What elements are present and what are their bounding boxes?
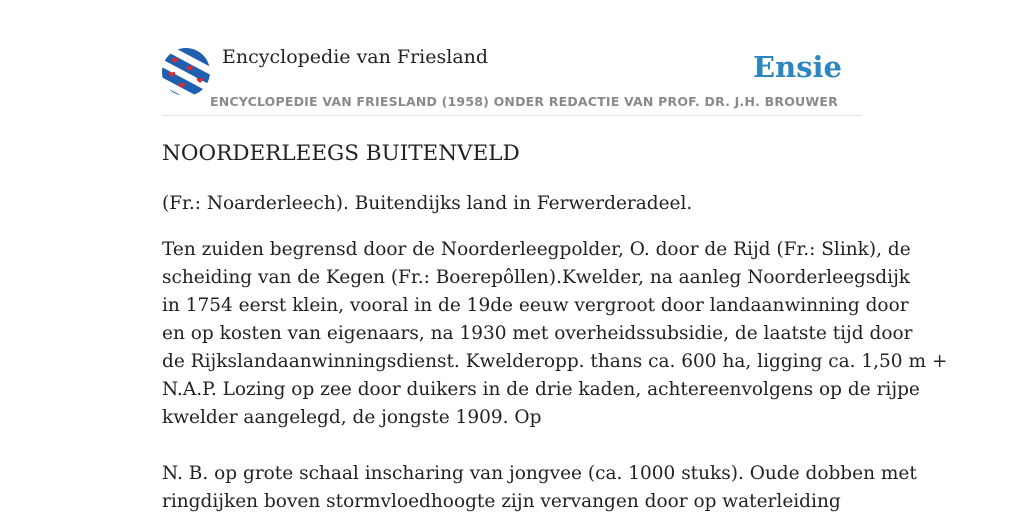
frisian-flag-icon[interactable] (162, 48, 210, 96)
body-line: scheiding van de Kegen (Fr.: Boerepôllen).Kwelder, na aanleg Noorderleegsdijk (162, 267, 911, 288)
header-divider (162, 115, 862, 116)
body-line: en op kosten van eigenaars, na 1930 met overheidssubsidie, de laatste tijd door (162, 323, 913, 344)
body-line: N. B. op grote schaal inscharing van jongvee (ca. 1000 stuks). Oude dobben met (162, 463, 917, 484)
body-line: ringdijken boven stormvloedhoogte zijn vervangen door op waterleiding (162, 491, 841, 512)
ensie-logo[interactable]: Ensie (753, 50, 842, 84)
article-body (162, 236, 948, 512)
article-title: NOORDERLEEGS BUITENVELD (162, 141, 520, 166)
body-line: Ten zuiden begrensd door de Noorderleegpolder, O. door de Rijd (Fr.: Slink), de (162, 239, 911, 260)
body-line: de Rijkslandaanwinningsdienst. Kwelderopp. thans ca. 600 ha, ligging ca. 1,50 m + (162, 351, 948, 372)
body-line: in 1754 eerst klein, vooral in de 19de eeuw vergroot door landaanwinning door (162, 295, 909, 316)
site-header (162, 44, 862, 116)
site-subtitle: ENCYCLOPEDIE VAN FRIESLAND (1958) ONDER REDACTIE VAN PROF. DR. J.H. BROUWER (210, 94, 838, 109)
body-line: N.A.P. Lozing op zee door duikers in de drie kaden, achtereenvolgens op de rijpe (162, 379, 920, 400)
body-line: kwelder aangelegd, de jongste 1909. Op (162, 407, 542, 428)
article-lead: (Fr.: Noarderleech). Buitendijks land in Ferwerderadeel. (162, 193, 693, 214)
article (162, 138, 948, 512)
site-title[interactable]: Encyclopedie van Friesland (222, 46, 489, 68)
paragraph-gap (162, 432, 864, 460)
